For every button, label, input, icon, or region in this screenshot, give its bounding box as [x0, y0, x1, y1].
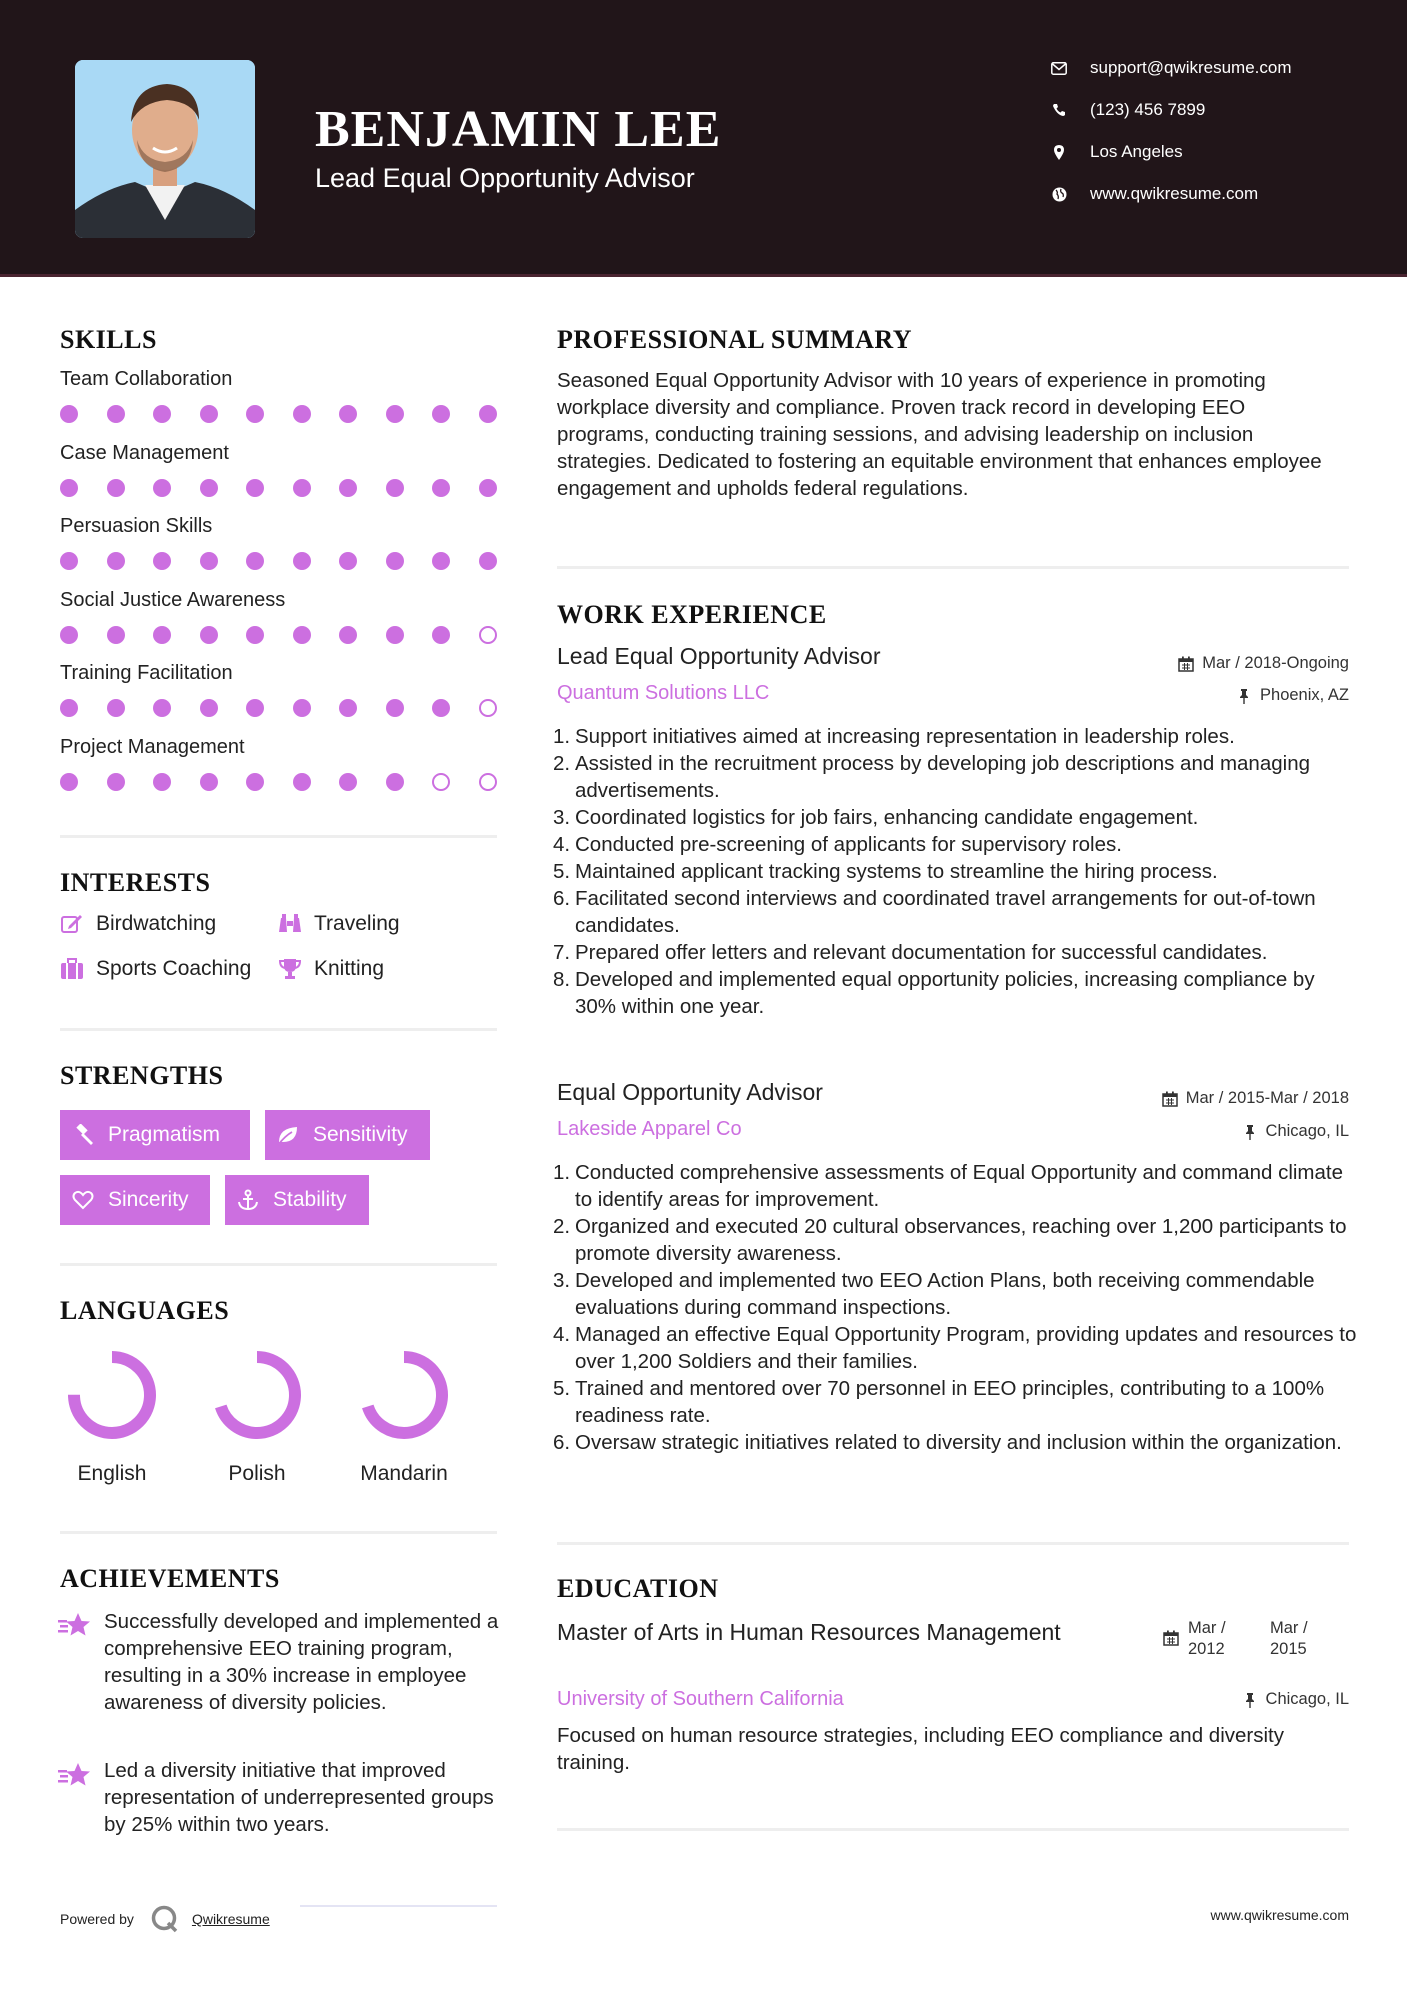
duty-item: 1. Conducted comprehensive assessments of Equal Opportunity and command climate to identify areas for improvement. [553, 1161, 1344, 1211]
section-divider [557, 566, 1349, 569]
rating-dot-filled [293, 552, 311, 570]
language-label: Mandarin [360, 1462, 448, 1485]
section-divider [60, 1531, 497, 1534]
rating-dot-filled [339, 626, 357, 644]
section-divider [60, 1263, 497, 1266]
job-dates: Mar / 2015-Mar / 2018 [1162, 1089, 1349, 1108]
gavel-icon [72, 1124, 94, 1146]
pushpin-icon [1242, 1692, 1258, 1708]
job-dates: Mar / 2018-Ongoing [1178, 654, 1349, 673]
rating-dot-filled [200, 552, 218, 570]
footer-divider [300, 1905, 497, 1907]
rating-dot-filled [200, 626, 218, 644]
interest-item: Birdwatching [60, 912, 216, 936]
rating-dot-filled [479, 552, 497, 570]
rating-dot-filled [339, 773, 357, 791]
contact-website[interactable]: www.qwikresume.com [1050, 184, 1258, 204]
rating-dot-filled [60, 626, 78, 644]
contact-email[interactable]: support@qwikresume.com [1050, 58, 1292, 78]
interests-heading: INTERESTS [60, 868, 211, 897]
strength-tag: Sincerity [60, 1175, 210, 1225]
language-ring-arc [219, 1357, 295, 1433]
rating-dot-filled [153, 552, 171, 570]
star-icon [58, 1612, 92, 1638]
duty-item: 2. Organized and executed 20 cultural observances, reaching over 1,200 participants to promote diversity awareness. [553, 1215, 1347, 1265]
rating-dot-empty [432, 773, 450, 791]
education-start-date: Mar / 2012 [1188, 1619, 1226, 1658]
interest-item: Sports Coaching [60, 957, 251, 981]
rating-dot-filled [293, 773, 311, 791]
skill-rating [60, 405, 500, 423]
language-ring-arc [366, 1357, 442, 1433]
rating-dot-filled [432, 699, 450, 717]
star-icon [58, 1762, 92, 1788]
rating-dot-filled [479, 479, 497, 497]
candidate-name: BENJAMIN LEE [315, 101, 722, 158]
rating-dot-filled [293, 699, 311, 717]
company-name: Quantum Solutions LLC [557, 682, 770, 704]
rating-dot-filled [386, 552, 404, 570]
summary-text: Seasoned Equal Opportunity Advisor with 10 years of experience in promoting workplace diversity and compliance. Proven track record in developing EEO programs, conducting training sessions, and advising leadership on inclusion strategies. Dedicated to fostering an equitable environment that enhances employee engagement and upholds federal regulations. [557, 369, 1322, 500]
rating-dot-filled [107, 405, 125, 423]
calendar-icon [1178, 656, 1194, 672]
rating-dot-filled [339, 552, 357, 570]
languages-heading: LANGUAGES [60, 1296, 230, 1325]
summary-heading: PROFESSIONAL SUMMARY [557, 325, 913, 354]
skill-rating [60, 699, 500, 717]
pushpin-icon [1242, 1124, 1258, 1140]
skill-label: Team Collaboration [60, 368, 233, 390]
job-location: Phoenix, AZ [1236, 686, 1349, 705]
achievement-item: Successfully developed and implemented a comprehensive EEO training program, resulting in a 30% increase in employee awareness of diversity policies. [104, 1610, 499, 1714]
skill-label: Case Management [60, 441, 229, 464]
rating-dot-filled [293, 626, 311, 644]
duty-item: 3. Developed and implemented two EEO Action Plans, both receiving commendable evaluations during command inspections. [553, 1269, 1315, 1319]
rating-dot-filled [246, 626, 264, 644]
section-divider [557, 1542, 1349, 1545]
rating-dot-filled [153, 699, 171, 717]
duty-item: 3. Coordinated logistics for job fairs, enhancing candidate engagement. [553, 806, 1199, 829]
footer-website[interactable]: www.qwikresume.com [1210, 1907, 1349, 1923]
degree-title: Master of Arts in Human Resources Management [557, 1619, 1061, 1645]
contact-location: Los Angeles [1050, 142, 1183, 162]
strength-tag: Sensitivity [265, 1110, 430, 1160]
rating-dot-filled [60, 405, 78, 423]
job-duties [553, 723, 1357, 1020]
skill-label: Project Management [60, 735, 245, 758]
map-pin-icon [1050, 143, 1068, 161]
language-label: Polish [228, 1462, 286, 1485]
rating-dot-filled [246, 699, 264, 717]
rating-dot-filled [60, 479, 78, 497]
calendar-icon [1163, 1630, 1179, 1651]
heart-icon [72, 1189, 94, 1211]
language-label: English [77, 1462, 147, 1485]
section-divider [60, 835, 497, 838]
rating-dot-filled [153, 626, 171, 644]
rating-dot-empty [479, 699, 497, 717]
binoculars-icon [278, 912, 302, 936]
pushpin-icon [1236, 688, 1252, 704]
education-description: Focused on human resource strategies, including EEO compliance and diversity training. [557, 1724, 1284, 1774]
rating-dot-filled [246, 552, 264, 570]
duty-item: 5. Maintained applicant tracking systems to streamline the hiring process. [553, 860, 1218, 883]
language-ring [212, 1350, 302, 1440]
language-ring-arc [74, 1357, 150, 1433]
skills-heading: SKILLS [60, 325, 157, 354]
profile-photo [75, 60, 255, 238]
strength-tag: Stability [225, 1175, 369, 1225]
rating-dot-filled [246, 405, 264, 423]
rating-dot-empty [479, 626, 497, 644]
footer-powered-by: Powered by Qwikresume [60, 1905, 270, 1933]
duty-item: 8. Developed and implemented equal opportunity policies, increasing compliance by 30% within one year. [553, 968, 1315, 1018]
trophy-icon [278, 957, 302, 981]
globe-icon [1050, 185, 1068, 203]
skill-label: Social Justice Awareness [60, 588, 286, 611]
rating-dot-filled [339, 479, 357, 497]
section-divider [557, 1828, 1349, 1831]
rating-dot-filled [432, 479, 450, 497]
envelope-icon [1050, 59, 1068, 77]
language-ring [359, 1350, 449, 1440]
duty-item: 4. Managed an effective Equal Opportunity Program, providing updates and resources to over 1,200 Soldiers and their families. [553, 1323, 1357, 1373]
education-end-date: Mar / 2015 [1270, 1619, 1308, 1658]
rating-dot-filled [60, 699, 78, 717]
interest-item: Knitting [278, 957, 384, 981]
qwikresume-link[interactable]: Qwikresume [191, 1911, 270, 1927]
achievements-heading: ACHIEVEMENTS [60, 1564, 280, 1593]
skill-rating [60, 773, 500, 791]
education-location: Chicago, IL [1242, 1690, 1349, 1709]
company-name: Lakeside Apparel Co [557, 1118, 742, 1140]
job-duties [553, 1159, 1357, 1456]
contact-phone[interactable]: (123) 456 7899 [1050, 100, 1205, 120]
anchor-icon [237, 1189, 259, 1211]
experience-heading: WORK EXPERIENCE [557, 600, 827, 629]
duty-item: 5. Trained and mentored over 70 personnel in EEO principles, contributing to a 100% readiness rate. [553, 1377, 1325, 1427]
rating-dot-filled [386, 773, 404, 791]
candidate-title: Lead Equal Opportunity Advisor [315, 163, 695, 193]
school-name: University of Southern California [557, 1688, 844, 1710]
duty-item: 4. Conducted pre-screening of applicants for supervisory roles. [553, 833, 1122, 856]
rating-dot-filled [386, 699, 404, 717]
skill-rating [60, 626, 500, 644]
duty-item: 2. Assisted in the recruitment process by developing job descriptions and managing advertisements. [553, 752, 1310, 802]
rating-dot-filled [60, 552, 78, 570]
rating-dot-filled [386, 405, 404, 423]
leaf-icon [277, 1124, 299, 1146]
skill-label: Training Facilitation [60, 662, 233, 684]
rating-dot-filled [432, 552, 450, 570]
rating-dot-filled [153, 773, 171, 791]
duty-item: 1. Support initiatives aimed at increasing representation in leadership roles. [553, 725, 1235, 748]
rating-dot-filled [479, 405, 497, 423]
rating-dot-filled [107, 773, 125, 791]
duty-item: 6. Facilitated second interviews and coordinated travel arrangements for out-of-town candidates. [553, 887, 1316, 937]
rating-dot-filled [246, 773, 264, 791]
phone-icon [1050, 101, 1068, 119]
resume-header [0, 0, 1407, 276]
rating-dot-filled [153, 405, 171, 423]
rating-dot-filled [339, 405, 357, 423]
section-divider [60, 1028, 497, 1031]
rating-dot-filled [200, 405, 218, 423]
rating-dot-filled [339, 699, 357, 717]
skill-rating [60, 552, 500, 570]
rating-dot-filled [200, 699, 218, 717]
rating-dot-filled [200, 479, 218, 497]
calendar-icon [1162, 1091, 1178, 1107]
duty-item: 6. Oversaw strategic initiatives related to diversity and inclusion within the organization. [553, 1431, 1342, 1454]
rating-dot-filled [246, 479, 264, 497]
duty-item: 7. Prepared offer letters and relevant documentation for successful candidates. [553, 941, 1268, 964]
rating-dot-filled [386, 626, 404, 644]
edit-icon [60, 912, 84, 936]
rating-dot-filled [107, 479, 125, 497]
rating-dot-filled [107, 552, 125, 570]
job-location: Chicago, IL [1242, 1122, 1349, 1141]
header-divider [0, 274, 1407, 277]
skill-label: Persuasion Skills [60, 515, 213, 537]
rating-dot-filled [293, 405, 311, 423]
rating-dot-filled [60, 773, 78, 791]
suitcase-icon [60, 957, 84, 981]
rating-dot-filled [107, 626, 125, 644]
skill-rating [60, 479, 500, 497]
education-heading: EDUCATION [557, 1574, 719, 1603]
rating-dot-filled [200, 773, 218, 791]
strength-tag: Pragmatism [60, 1110, 250, 1160]
rating-dot-filled [432, 405, 450, 423]
job-title: Equal Opportunity Advisor [557, 1079, 823, 1105]
qwikresume-logo-icon [150, 1905, 180, 1933]
rating-dot-filled [386, 479, 404, 497]
rating-dot-filled [153, 479, 171, 497]
strengths-heading: STRENGTHS [60, 1061, 224, 1090]
interest-item: Traveling [278, 912, 400, 936]
achievement-item: Led a diversity initiative that improved representation of underrepresented groups by 25% within two years. [104, 1759, 494, 1836]
rating-dot-filled [293, 479, 311, 497]
rating-dot-empty [479, 773, 497, 791]
rating-dot-filled [432, 626, 450, 644]
rating-dot-filled [107, 699, 125, 717]
language-ring [67, 1350, 157, 1440]
job-title: Lead Equal Opportunity Advisor [557, 643, 881, 669]
